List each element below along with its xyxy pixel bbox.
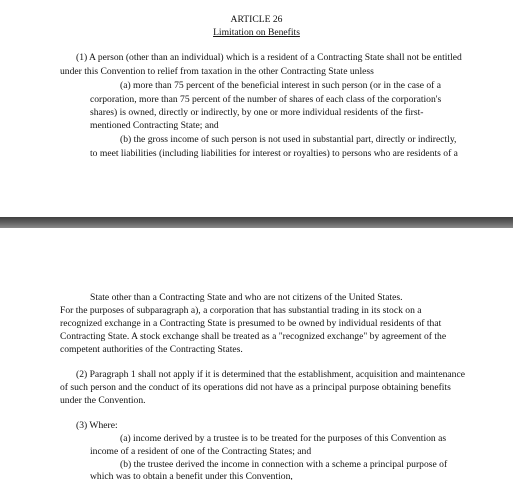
paragraph-2-line: under the Convention. [60,395,146,406]
subparagraph-a-line: mentioned Contracting State; and [90,120,219,131]
paragraph-1-line: Contracting State. A stock exchange shall be treated as a "recognized exchange" by agreement of the [60,331,447,342]
article-subheading: Limitation on Benefits [213,27,300,38]
subparagraph-a-line: (a) income derived by a trustee is to be treated for the purposes of this Convention as [120,433,447,444]
paragraph-1-line: recognized exchange in a Contracting State is presumed to be owned by individual residents of that [60,318,442,329]
paragraph-1-line: competent authorities of the Contracting States. [60,344,243,355]
paragraph-1-line: under this Convention to relief from taxation in the other Contracting State unless [60,66,374,77]
subparagraph-a-line: (a) more than 75 percent of the beneficial interest in such person (or in the case of a [120,80,441,91]
subparagraph-b-line: to meet liabilities (including liabilities for interest or royalties) to persons who are residents of a [90,148,458,159]
subparagraph-b-line: (b) the gross income of such person is not used in substantial part, directly or indirectly, [120,134,457,145]
paragraph-2-line: (2) Paragraph 1 shall not apply if it is determined that the establishment, acquisition and maintenance [76,369,465,380]
article-heading: ARTICLE 26 [230,14,283,25]
paragraph-1-line: (1) A person (other than an individual) which is a resident of a Contracting State shall not be entitled [76,52,462,63]
subparagraph-a-line: shares) is owned, directly or indirectly, by one or more individual residents of the first- [90,107,424,118]
paragraph-3-line: (3) Where: [76,420,118,431]
subparagraph-b-line: (b) the trustee derived the income in connection with a scheme a principal purpose of [120,459,448,470]
subparagraph-b-line: State other than a Contracting State and who are not citizens of the United States. [90,292,403,303]
subparagraph-b-line: which was to obtain a benefit under this Convention, [90,471,293,480]
document-page-1 [0,0,513,217]
subparagraph-a-line: income of a resident of one of the Contracting States; and [90,446,312,457]
paragraph-1-line: For the purposes of subparagraph a), a corporation that has substantial trading in its stock on a [60,305,422,316]
paragraph-2-line: of such person and the conduct of its operations did not have as a principal purpose obtaining benefits [60,382,451,393]
document-page-2 [0,228,513,480]
page-separator [0,217,513,228]
subparagraph-a-line: corporation, more than 75 percent of the number of shares of each class of the corporation's [90,94,442,105]
